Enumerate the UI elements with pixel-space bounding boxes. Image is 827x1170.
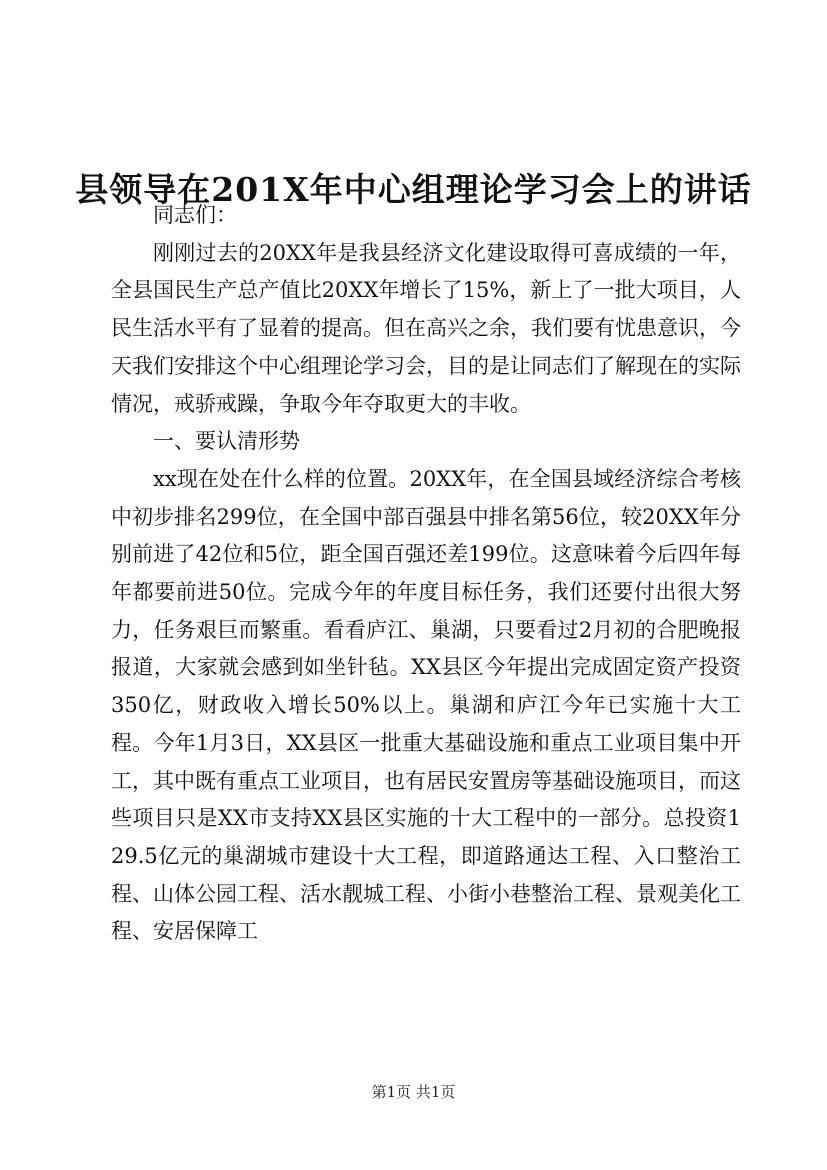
document-body: [111, 197, 741, 951]
page-footer: 第1页 共1页: [371, 1083, 456, 1101]
salutation-paragraph: 同志们：: [153, 203, 237, 227]
intro-paragraph: 刚刚过去的20XX年是我县经济文化建设取得可喜成绩的一年，全县国民生产总产值比20XX年增长了15%，新上了一批大项目，人民生活水平有了显着的提高。但在高兴之余，我们要有忧患意识，今天我们安排这个中心组理论学习会，目的是让同志们了解现在的实际情况，戒骄戒躁，争取今年夺取更大的丰收。: [111, 240, 741, 416]
section-heading: 一、要认清形势: [153, 429, 300, 454]
situation-paragraph: xx现在处在什么样的位置。20XX年，在全国县域经济综合考核中初步排名299位，在全国中部百强县中排名第56位，较20XX年分别前进了42位和5位，距全国百强还差199位。这意味着今后四年每年都要前进50位。完成今年的年度目标任务，我们还要付出很大努力，任务艰巨而繁重。看看庐江、巢湖，只要看过2月初的合肥晚报报道，大家就会感到如坐针毡。XX县区今年提出完成固定资产投资350亿，财政收入增长50%以上。巢湖和庐江今年已实施十大工程。今年1月3日，XX县区一批重大基础设施和重点工业项目集中开工，其中既有重点工业项目，也有居民安置房等基础设施项目，而这些项目只是XX市支持XX县区实施的十大工程中的一部分。总投资129.5亿元的巢湖城市建设十大工程，即道路通达工程、入口整治工程、山体公园工程、活水靓城工程、小街小巷整治工程、景观美化工程、安居保障工: [111, 466, 741, 944]
document-title: 县领导在201X年中心组理论学习会上的讲话: [75, 170, 752, 210]
